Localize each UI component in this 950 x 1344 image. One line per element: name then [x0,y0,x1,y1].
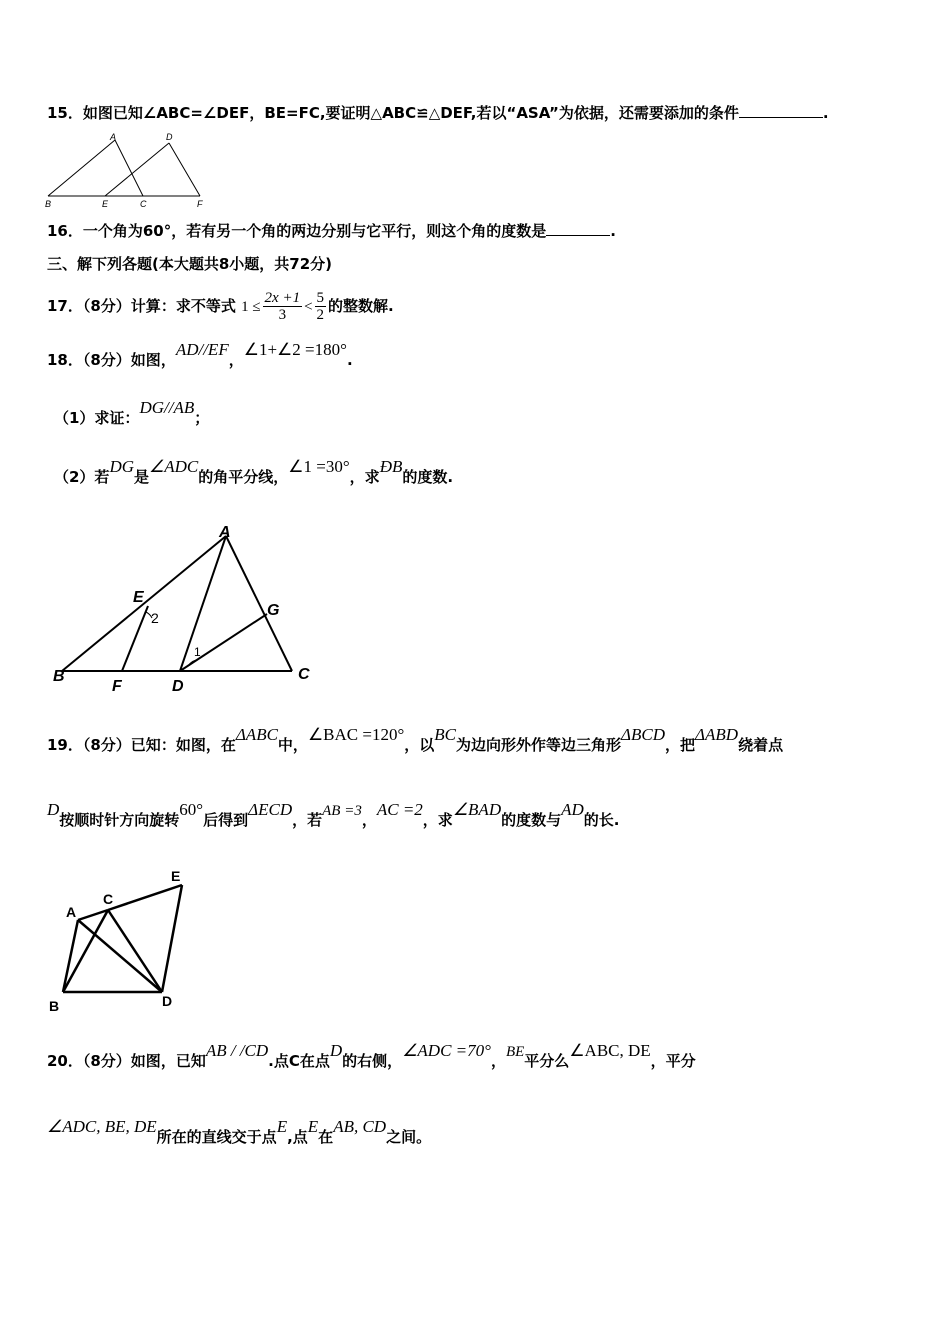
q15-line [47,103,829,123]
q19-t1: 中， [277,736,308,754]
q19-l2-t7: 的长. [583,811,620,829]
q19-score: （8分）已知：如图，在 [82,736,236,754]
q18-label-e: E [133,589,144,606]
q19-l2-e6: ∠BAD [452,800,502,819]
q19-l2-t6: 的度数与 [501,811,562,829]
q19-line1 [47,725,784,755]
q20-l2-t2: ,点 [287,1128,308,1146]
q15-label-d: D [166,132,173,142]
q18-sub2-expr-b: ÐB [379,457,403,476]
q18-figure [50,520,330,700]
q18-sub1-end: ； [194,409,210,427]
q20-line1 [47,1041,696,1072]
q17-frac2-numerator: 5 [316,290,325,306]
q18-sub2-expr-adc: ∠ADC [149,457,199,476]
q18-expr-ad-parallel-ef: AD//EF [175,340,229,359]
q20-l2-e4: AB, CD [333,1117,387,1136]
q17-lt: < [304,299,313,315]
q18-score: （8分）如图， [82,351,176,369]
q15-answer-blank[interactable] [739,103,823,118]
q19-l2-e2: 60° [179,800,204,819]
q18-label-c: C [298,666,310,683]
q20-l2-t4: 之间。 [386,1128,432,1146]
q15-label-e: E [102,199,109,209]
q16-answer-blank[interactable] [546,221,610,236]
q18-sub2-ask: ，求 [349,468,380,486]
q18-comma: ， [228,351,244,369]
q19-l2-e3: ΔECD [248,800,293,819]
q18-sub1-expr: DG//AB [139,398,195,417]
q19-label-d: D [162,993,173,1009]
q20-score: （8分）如图，已知 [82,1052,206,1070]
q18-label-angle1: 1 [194,645,201,659]
q20-l2-t3: 在 [318,1128,334,1146]
q15-label-a: A [110,132,117,142]
q18-label-b: B [53,668,65,685]
q20-e4: BE [505,1044,525,1060]
q19-l2-e4: AB =3 [322,803,362,819]
q18-number: 18． [47,351,83,369]
q15-text: 如图已知∠ABC=∠DEF，BE=FC,要证明△ABC≌△DEF,若以“ASA”为依据，还需要添加的条件 [82,104,739,122]
q18-sub1 [54,398,210,428]
q15-label-f: F [197,199,203,209]
q15-label-c: C [140,199,147,209]
q20-e3: ∠ADC =70° [402,1041,491,1060]
q18-label-angle2: 2 [151,610,159,626]
q18-sub2 [54,457,454,487]
q20-e1: AB / /CD [205,1041,269,1060]
q20-line2 [47,1117,432,1147]
q19-label-e: E [171,868,181,884]
section3-title: 三、解下列各题(本大题共8小题，共72分) [47,255,333,273]
q19-l2-e7: AD [561,800,584,819]
q18-label-a: A [219,524,231,541]
q19-figure [45,866,205,1016]
q17-frac1-numerator: 2x +1 [264,290,301,306]
q15-figure [42,130,212,210]
q19-label-b: B [49,998,60,1014]
q19-label-a: A [66,904,77,920]
q19-l2-t5: ，求 [422,811,453,829]
q17-line [47,290,394,323]
q18-label-g: G [267,602,280,619]
q18-sub2-label: （2）若 [54,468,110,486]
q18-sub1-label: （1）求证： [54,409,140,427]
q16-number: 16． [47,222,83,240]
q18-end: . [346,351,353,369]
q20-t5: ，平分 [650,1052,696,1070]
q18-sub2-expr-angle1: ∠1 =30° [288,457,350,476]
q20-l2-e2: E [276,1117,288,1136]
q20-l2-e3: E [307,1117,319,1136]
q19-t3: 为边向形外作等边三角形 [456,736,622,754]
q20-e2: D [329,1041,343,1060]
q20-t2: 的右侧， [342,1052,403,1070]
q18-sub2-is: 是 [134,468,150,486]
q20-l2-t1: 所在的直线交于点 [156,1128,277,1146]
q19-l2-e1: D [47,800,60,819]
q17-tail: 的整数解. [328,297,394,315]
q18-line [47,340,353,370]
q15-end: . [822,104,829,122]
q18-label-f: F [112,678,122,695]
q20-e5: ∠ABC, DE [569,1041,651,1060]
q18-sub2-mid: 的角平分线， [198,468,289,486]
q17-fraction-2 [315,290,327,323]
q17-frac1-denominator: 3 [278,307,287,323]
q16-end: . [610,222,616,240]
q19-l2-e5: AC =2 [376,800,423,819]
q20-t3: ， [490,1052,506,1070]
q20-number: 20． [47,1052,83,1070]
q19-t5: 绕着点 [738,736,784,754]
q19-e4: ΔBCD [621,725,666,744]
q17-score: （8分）计算：求不等式 [82,297,236,315]
q19-label-c: C [103,891,114,907]
q19-l2-t2: 后得到 [203,811,249,829]
q17-fraction-1 [263,290,303,323]
q17-ineq-left: 1 ≤ [241,299,261,315]
q15-label-b: B [45,199,52,209]
q17-number: 17． [47,297,83,315]
q20-t4: 平分么 [524,1052,570,1070]
q20-l2-e1: ∠ADC, BE, DE [47,1117,157,1136]
q19-t2: ，以 [404,736,435,754]
q19-e5: ΔABD [695,725,739,744]
q19-e1: ΔABC [235,725,278,744]
q17-frac2-denominator: 2 [316,307,325,323]
q16-line [47,221,616,241]
q18-sub2-expr-dg: DG [109,457,134,476]
q19-l2-t1: 按顺时针方向旋转 [59,811,180,829]
q18-sub2-end: 的度数. [402,468,454,486]
q19-e3: BC [434,725,457,744]
q19-l2-t3: ，若 [292,811,323,829]
q15-number: 15． [47,104,83,122]
q19-l2-t4: ， [361,811,377,829]
q18-expr-angle-sum: ∠1+∠2 =180° [243,340,347,359]
q19-e2: ∠BAC =120° [307,725,405,744]
q16-text: 一个角为60°，若有另一个角的两边分别与它平行，则这个角的度数是 [82,222,547,240]
q19-number: 19． [47,736,83,754]
q20-t1: .点C在点 [268,1052,330,1070]
q19-t4: ，把 [665,736,696,754]
q18-label-d: D [172,678,184,695]
q19-line2 [47,800,620,831]
